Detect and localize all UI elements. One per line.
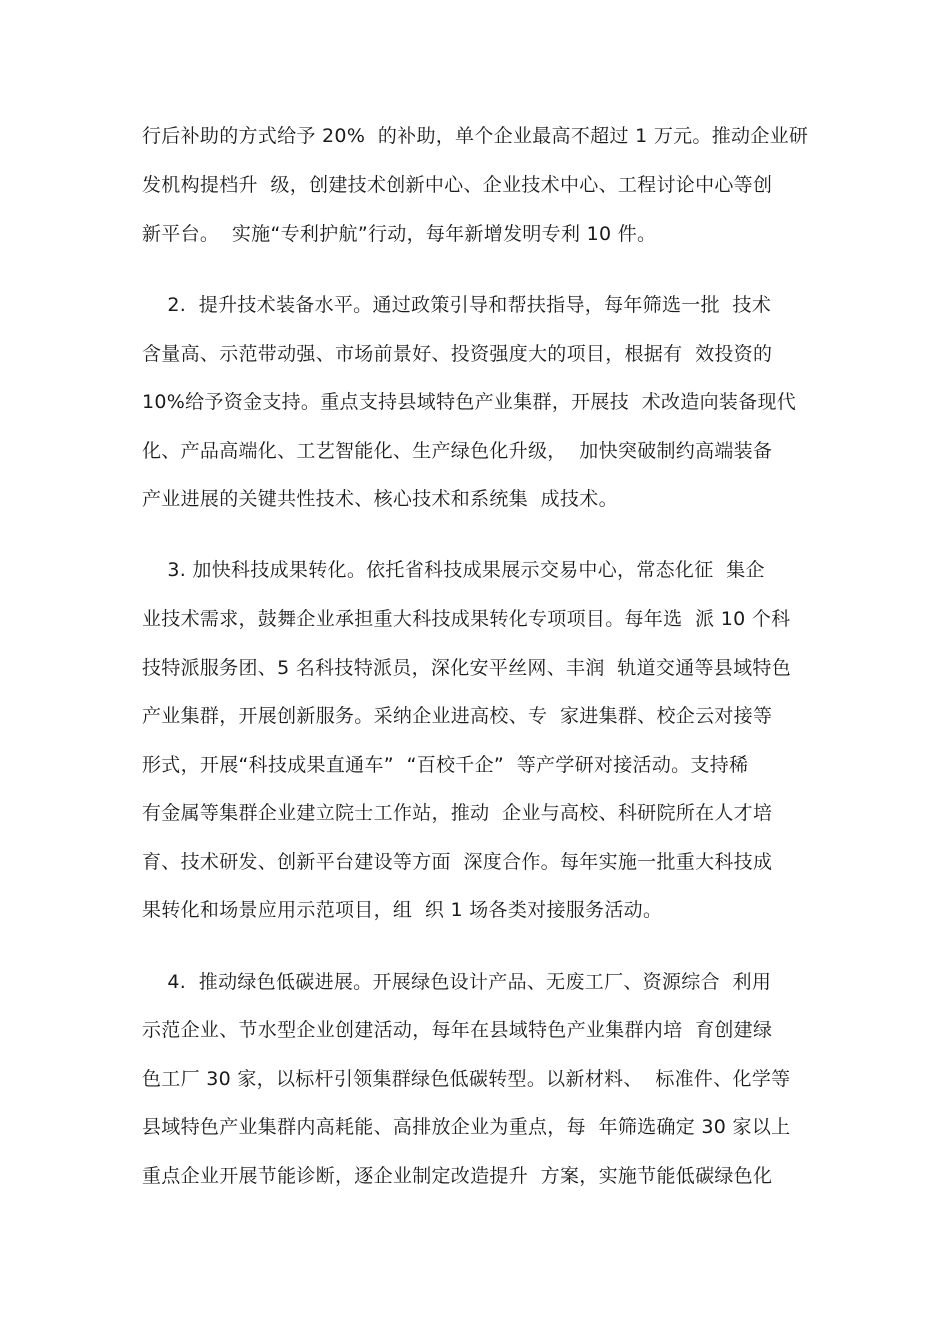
text-line: 新平台。 实施“专利护航”行动，每年新增发明专利 10 件。 bbox=[142, 223, 657, 245]
text-line: 县域特色产业集群内高耗能、高排放企业为重点，每 年筛选确定 30 家以上 bbox=[142, 1116, 791, 1138]
text-line: 化、产品高端化、工艺智能化、生产绿色化升级， 加快突破制约高端装备 bbox=[142, 440, 773, 462]
text-line: 含量高、示范带动强、市场前景好、投资强度大的项目，根据有 效投资的 bbox=[142, 343, 773, 365]
text-line: 产业进展的关键共性技术、核心技术和系统集 成技术。 bbox=[142, 488, 618, 510]
text-line: 产业集群，开展创新服务。采纳企业进高校、专 家进集群、校企云对接等 bbox=[142, 705, 773, 727]
text-line: 10%给予资金支持。重点支持县域特色产业集群，开展技 术改造向装备现代 bbox=[142, 391, 797, 413]
text-line: 示范企业、节水型企业创建活动，每年在县域特色产业集群内培 育创建绿 bbox=[142, 1019, 773, 1041]
text-line: 果转化和场景应用示范项目，组 织 1 场各类对接服务活动。 bbox=[142, 899, 663, 921]
text-line: 业技术需求，鼓舞企业承担重大科技成果转化专项项目。每年选 派 10 个科 bbox=[142, 608, 791, 630]
text-line: 2. 提升技术装备水平。通过政策引导和帮扶指导，每年筛选一批 技术 bbox=[142, 294, 772, 316]
text-line: 重点企业开展节能诊断，逐企业制定改造提升 方案，实施节能低碳绿色化 bbox=[142, 1165, 773, 1187]
text-line: 育、技术研发、创新平台建设等方面 深度合作。每年实施一批重大科技成 bbox=[142, 851, 773, 873]
text-line: 发机构提档升 级，创建技术创新中心、企业技术中心、工程讨论中心等创 bbox=[142, 174, 773, 196]
text-line: 4. 推动绿色低碳进展。开展绿色设计产品、无废工厂、资源综合 利用 bbox=[142, 971, 772, 993]
text-line: 3. 加快科技成果转化。依托省科技成果展示交易中心，常态化征 集企 bbox=[142, 559, 765, 581]
text-line: 色工厂 30 家，以标杆引领集群绿色低碳转型。以新材料、 标准件、化学等 bbox=[142, 1068, 791, 1090]
text-line: 行后补助的方式给予 20% 的补助，单个企业最高不超过 1 万元。推动企业研 bbox=[142, 125, 809, 147]
text-line: 有金属等集群企业建立院士工作站，推动 企业与高校、科研院所在人才培 bbox=[142, 802, 773, 824]
text-line: 形式，开展“科技成果直通车” “百校千企” 等产学研对接活动。支持稀 bbox=[142, 754, 749, 776]
text-line: 技特派服务团、5 名科技特派员，深化安平丝网、丰润 轨道交通等县域特色 bbox=[142, 657, 792, 679]
